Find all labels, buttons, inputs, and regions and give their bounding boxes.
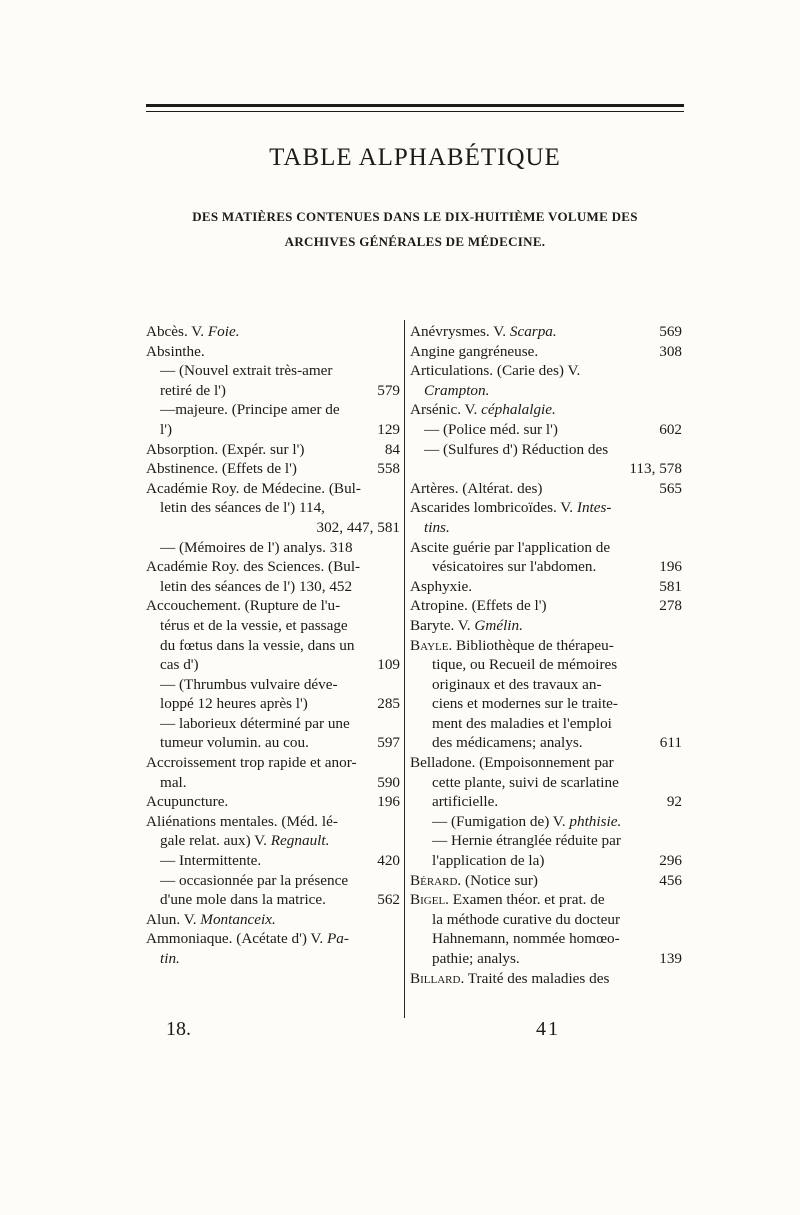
- page-number: 597: [377, 734, 400, 752]
- page-number: 420: [377, 852, 400, 870]
- entry-reference: Montanceix.: [200, 910, 276, 928]
- entry-text: Baryte. V.: [410, 616, 475, 634]
- index-entry-line: [146, 812, 400, 832]
- entry-text: Ammoniaque. (Acétate d') V.: [146, 930, 328, 948]
- entry-text: — (Thrumbus vulvaire déve-: [160, 675, 338, 693]
- index-entry-line: [146, 479, 400, 499]
- index-entry-line: [146, 322, 400, 342]
- header-rule-thin: [146, 111, 684, 112]
- index-entry-line: [410, 694, 682, 714]
- index-entry-line: [410, 714, 682, 734]
- page-number: 308: [659, 342, 682, 360]
- index-entry-line: [146, 636, 400, 656]
- page-number: 456: [659, 871, 682, 889]
- author-name: Billard.: [410, 969, 465, 987]
- index-entry-line: [146, 655, 400, 675]
- entry-text: tique, ou Recueil de mémoires: [432, 656, 618, 674]
- index-entry-line: [410, 400, 682, 420]
- entry-text: Abstinence. (Effets de l'): [146, 460, 297, 478]
- page-number: 129: [377, 420, 400, 438]
- entry-text: Accouchement. (Rupture de l'u-: [146, 597, 341, 615]
- entry-text: mal.: [160, 773, 187, 791]
- entry-text: — laborieux déterminé par une: [160, 714, 350, 732]
- subtitle-line-2: ARCHIVES GÉNÉRALES DE MÉDECINE.: [284, 234, 546, 249]
- page-number: 579: [377, 381, 400, 399]
- index-entry-line: [146, 890, 400, 910]
- entry-text: Belladone. (Empoisonnement par: [410, 754, 614, 772]
- index-entry-line: [146, 577, 400, 597]
- index-entry-line: [146, 792, 400, 812]
- entry-text: Acupuncture.: [146, 793, 229, 811]
- page-number: 92: [666, 793, 682, 811]
- index-entry-line: [410, 890, 682, 910]
- index-entry-line: [410, 871, 682, 891]
- page-number: 109: [377, 656, 400, 674]
- entry-text: Abcès. V.: [146, 323, 208, 340]
- index-entry-line: [410, 479, 682, 499]
- entry-text: — (Fumigation de) V.: [432, 812, 570, 830]
- page-number: 196: [659, 558, 682, 576]
- author-name: Bayle.: [410, 636, 453, 654]
- index-entry-line: [146, 420, 400, 440]
- index-entry-line: [410, 910, 682, 930]
- index-entry-line: [146, 459, 400, 479]
- entry-text: loppé 12 heures après l'): [160, 695, 308, 713]
- entry-text: — (Sulfures d') Réduction des: [424, 440, 609, 458]
- index-entry-line: [410, 596, 682, 616]
- index-entry-line: [410, 675, 682, 695]
- index-entry-line: [410, 577, 682, 597]
- index-entry-line: [410, 773, 682, 793]
- entry-text: —majeure. (Principe amer de: [160, 401, 340, 419]
- index-entry-line: [146, 753, 400, 773]
- index-entry-line: [146, 596, 400, 616]
- index-entry-line: [146, 949, 400, 969]
- page-number: 562: [377, 891, 400, 909]
- entry-reference: Scarpa.: [509, 323, 557, 340]
- entry-text: Hahnemann, nommée homœo-: [432, 930, 620, 948]
- index-entry-line: [146, 440, 400, 460]
- page-title: TABLE ALPHABÉTIQUE: [269, 144, 561, 171]
- entry-reference: Foie.: [207, 323, 240, 340]
- entry-text: Bibliothèque de thérapeu-: [452, 636, 614, 654]
- index-entry-line: [410, 342, 682, 362]
- index-entry-line: [146, 773, 400, 793]
- header-rule-thick: [146, 104, 684, 107]
- entry-text: retiré de l'): [160, 381, 226, 399]
- entry-text: ciens et modernes sur le traite-: [432, 695, 618, 713]
- entry-reference: Regnault.: [270, 832, 330, 850]
- page-number: 602: [659, 420, 682, 438]
- index-entry-line: [146, 733, 400, 753]
- entry-text: du fœtus dans la vessie, dans un: [160, 636, 355, 654]
- index-entry-line: [410, 322, 682, 342]
- index-entry-line: [410, 498, 682, 518]
- index-entry-line: [146, 851, 400, 871]
- index-entry-line: [146, 557, 400, 577]
- entry-text: vésicatoires sur l'abdomen.: [432, 558, 597, 576]
- entry-text: originaux et des travaux an-: [432, 675, 602, 693]
- entry-reference: tins.: [424, 518, 450, 536]
- entry-text: Aliénations mentales. (Méd. lé-: [146, 812, 338, 830]
- entry-text: Asphyxie.: [410, 577, 473, 595]
- index-entry-line: [410, 616, 682, 636]
- index-entry-line: [410, 949, 682, 969]
- entry-text: Atropine. (Effets de l'): [410, 597, 547, 615]
- author-name: Bérard.: [410, 871, 462, 889]
- index-entry-line: [410, 792, 682, 812]
- index-entry-line: [410, 381, 682, 401]
- index-entry-line: [410, 459, 682, 479]
- entry-text: térus et de la vessie, et passage: [160, 616, 348, 634]
- index-entry-line: [410, 969, 682, 989]
- page-number: 113, 578: [629, 460, 682, 478]
- index-entry-line: [410, 655, 682, 675]
- entry-reference: tin.: [160, 950, 180, 967]
- entry-text: Ascarides lombricoïdes. V.: [410, 499, 577, 517]
- index-entry-line: [410, 557, 682, 577]
- page-number: 590: [377, 773, 400, 791]
- index-entry-line: [146, 831, 400, 851]
- entry-reference: céphalalgie.: [481, 401, 556, 419]
- entry-text: Absinthe.: [146, 342, 205, 360]
- subtitle-line-1: DES MATIÈRES CONTENUES DANS LE DIX-HUITIÈME VOLUME DES: [192, 209, 638, 224]
- index-entry-line: [146, 361, 400, 381]
- index-entry-line: [146, 616, 400, 636]
- page-number: 296: [659, 852, 682, 870]
- page-number: 139: [659, 950, 682, 967]
- entry-text: l'application de la): [432, 852, 545, 870]
- index-entry-line: [146, 518, 400, 538]
- page-number: 285: [377, 695, 400, 713]
- entry-text: cas d'): [160, 656, 199, 674]
- entry-text: Arsénic. V.: [410, 401, 482, 419]
- index-entry-line: [146, 538, 400, 558]
- index-entry-line: [146, 400, 400, 420]
- entry-text: letin des séances de l') 130, 452: [160, 577, 353, 595]
- page-number: 196: [377, 793, 400, 811]
- index-column-right: [410, 322, 682, 988]
- entry-text: — (Police méd. sur l'): [424, 420, 558, 438]
- page-number: 302, 447, 581: [316, 518, 400, 536]
- entry-text: la méthode curative du docteur: [432, 910, 621, 928]
- entry-reference: phthisie.: [569, 812, 622, 830]
- entry-text: — (Nouvel extrait très-amer: [160, 362, 333, 380]
- signature-mark-right: 41: [536, 1018, 560, 1040]
- entry-text: Académie Roy. de Médecine. (Bul-: [146, 479, 361, 497]
- entry-text: artificielle.: [432, 793, 499, 811]
- index-entry-line: [146, 381, 400, 401]
- entry-reference: Pa-: [327, 930, 349, 948]
- index-entry-line: [410, 753, 682, 773]
- entry-reference: Gmélin.: [474, 616, 523, 634]
- index-entry-line: [146, 714, 400, 734]
- entry-text: Angine gangréneuse.: [410, 342, 539, 360]
- index-entry-line: [410, 636, 682, 656]
- entry-text: ment des maladies et l'emploi: [432, 714, 612, 732]
- entry-text: l'): [160, 420, 173, 438]
- entry-text: Examen théor. et prat. de: [448, 891, 605, 909]
- entry-text: gale relat. aux) V.: [160, 832, 271, 850]
- index-entry-line: [146, 910, 400, 930]
- author-name: Bigel.: [410, 891, 449, 909]
- entry-text: — Intermittente.: [160, 852, 262, 870]
- entry-text: Académie Roy. des Sciences. (Bul-: [146, 558, 361, 576]
- entry-reference: Crampton.: [424, 381, 490, 399]
- index-entry-line: [146, 694, 400, 714]
- page-number: 558: [377, 460, 400, 478]
- entry-text: Accroissement trop rapide et anor-: [146, 754, 357, 772]
- entry-text: d'une mole dans la matrice.: [160, 891, 326, 909]
- page-number: 581: [659, 577, 682, 595]
- entry-reference: Intes-: [576, 499, 612, 517]
- entry-text: Absorption. (Expér. sur l'): [146, 440, 305, 458]
- index-entry-line: [410, 538, 682, 558]
- entry-text: (Notice sur): [461, 871, 538, 889]
- entry-text: Artères. (Altérat. des): [410, 479, 543, 497]
- index-entry-line: [146, 675, 400, 695]
- entry-text: Anévrysmes. V.: [410, 323, 510, 340]
- entry-text: letin des séances de l') 114,: [160, 499, 325, 517]
- entry-text: — Hernie étranglée réduite par: [432, 832, 621, 850]
- index-entry-line: [410, 420, 682, 440]
- index-entry-line: [410, 518, 682, 538]
- index-entry-line: [410, 361, 682, 381]
- entry-text: tumeur volumin. au cou.: [160, 734, 309, 752]
- entry-text: des médicamens; analys.: [432, 734, 583, 752]
- index-entry-line: [146, 871, 400, 891]
- index-entry-line: [146, 342, 400, 362]
- index-column-left: [146, 322, 400, 969]
- signature-mark-left: 18.: [166, 1018, 191, 1040]
- page-number: 611: [659, 734, 682, 752]
- index-entry-line: [410, 812, 682, 832]
- index-entry-line: [410, 851, 682, 871]
- entry-text: Traité des maladies des: [464, 969, 610, 987]
- page-number: 569: [659, 323, 682, 340]
- entry-text: Ascite guérie par l'application de: [410, 538, 611, 556]
- index-entry-line: [146, 929, 400, 949]
- page-number: 278: [659, 597, 682, 615]
- column-divider: [404, 320, 405, 1018]
- index-entry-line: [410, 929, 682, 949]
- entry-text: pathie; analys.: [432, 950, 520, 967]
- index-entry-line: [410, 831, 682, 851]
- page-number: 565: [659, 479, 682, 497]
- index-entry-line: [146, 498, 400, 518]
- entry-text: — occasionnée par la présence: [160, 871, 349, 889]
- index-entry-line: [410, 733, 682, 753]
- index-entry-line: [410, 440, 682, 460]
- entry-text: — (Mémoires de l') analys. 318: [160, 538, 353, 556]
- page-number: 84: [384, 440, 400, 458]
- entry-text: Articulations. (Carie des) V.: [410, 362, 581, 380]
- entry-text: cette plante, suivi de scarlatine: [432, 773, 619, 791]
- entry-text: Alun. V.: [146, 910, 201, 928]
